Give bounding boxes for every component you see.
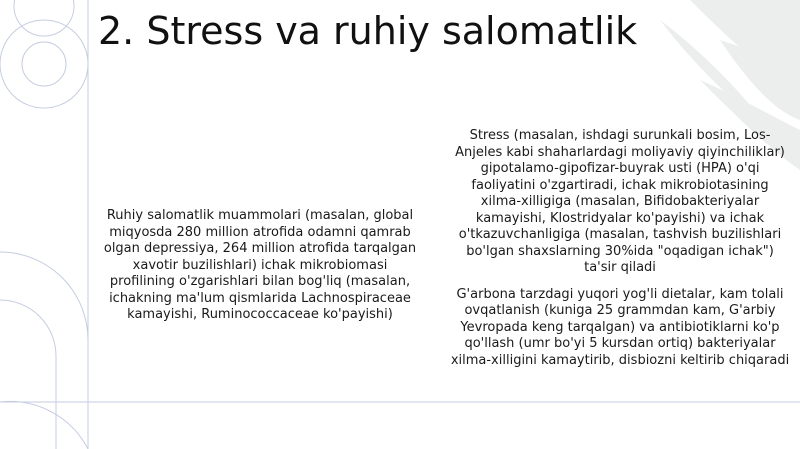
circle-top-edge (14, 0, 74, 36)
arc-bottom-2 (0, 300, 56, 449)
left-paragraph: Ruhiy salomatlik muammolari (masalan, global miqyosda 280 million atrofida odamni qamrab olgan depressiya, 264 million atrofida tarqalgan xavotir buzilishlari) ichak mikrobiomasi profilining o'zgarishlari bilan bog'liq (masalan, ichakning ma'lum qismlarida Lachnospiraceae kamayishi, Ruminococcaceae ko'payishi) (103, 208, 417, 322)
right-paragraph-stress: Stress (masalan, ishdagi surunkali bosim, Los-Anjeles kabi shaharlardagi moliyaviy qiyinchiliklar) gipotalamo-gipofizar-buyrak usti (HPA) o'qi faoliyatini o'zgartiradi, ichak mikrobiotasining xilma-xilligiga (masalan, Bifidobakteriyalar kamayishi, Klostridyalar ko'payishi) va ichak o'tkazuvchanligiga (masalan, tashvish buzilishlari bo'lgan shaxslarning 30%ida "oqadigan ichak") ta'sir qiladi (455, 128, 785, 275)
circle-small-top (22, 42, 66, 86)
arc-bottom-3 (0, 401, 88, 449)
slide-title: 2. Stress va ruhiy salomatlik (98, 9, 638, 53)
right-column (450, 128, 790, 379)
arc-bottom-1 (0, 252, 88, 340)
right-paragraph-diet: G'arbona tarzdagi yuqori yog'li dietalar, kam tolali ovqatlanish (kuniga 25 grammdan kam, G'arbiy Yevropada keng tarqalgan) va antibiotiklarni ko'p qo'llash (umr bo'yi 5 kursdan ortiq) bakteriyalar xilma-xilligini kamaytirib, disbiozni keltirib chiqaradi (450, 286, 790, 368)
circle-large-top (0, 20, 88, 108)
